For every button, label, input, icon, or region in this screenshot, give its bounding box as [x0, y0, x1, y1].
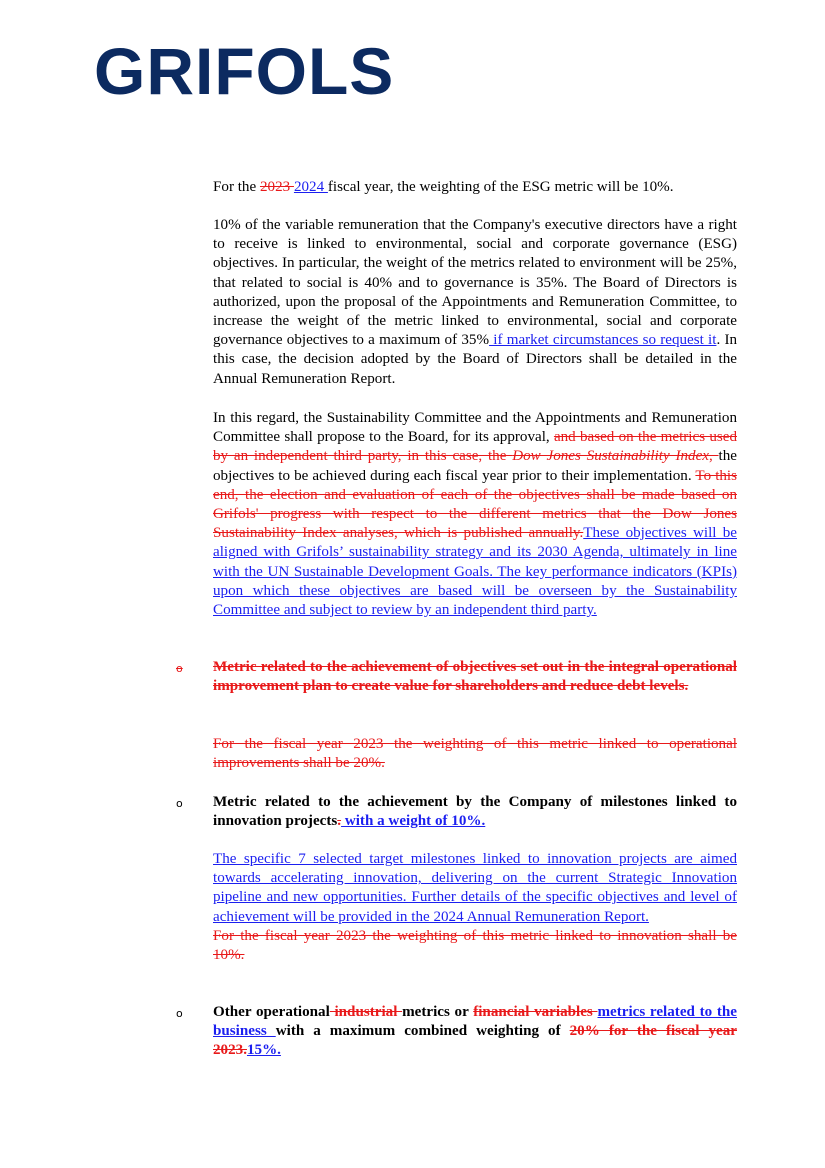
text: . In this case, the decision adopted by the Board of Directors shall be detailed in the Annual Remuneration Report. — [213, 332, 738, 387]
deleted-text: For the fiscal year 2023 the weighting of this metric linked to innovation shall be 10%. — [213, 927, 737, 964]
paragraph-esg-weights — [213, 216, 737, 389]
bullet-marker: o — [176, 1007, 183, 1020]
deleted-text: 20% for the fiscal year 2023. — [213, 1023, 738, 1059]
text: the objectives to be achieved during each fiscal year prior to their implementation. — [213, 448, 737, 484]
bullet-operational-improvement-body — [213, 735, 737, 773]
inserted-text: with a weight of 10%. — [341, 813, 486, 830]
bullet-innovation-heading — [213, 793, 737, 831]
text: with a maximum combined weighting of — [275, 1023, 570, 1040]
inserted-text: if market circumstances so request it — [489, 332, 717, 349]
bullet-operational-improvement-heading — [213, 658, 737, 696]
deleted-text: financial variables — [473, 1004, 598, 1020]
deleted-text: . — [337, 813, 342, 830]
paragraph-fiscal-year — [213, 178, 737, 197]
deleted-text: and based on the metrics used by an independent third party, in this case, the — [213, 429, 737, 465]
text: metrics or — [402, 1004, 474, 1020]
inserted-text: 15%. — [246, 1042, 281, 1059]
deleted-text: To this end, the election and evaluation of each of the objectives shall be made based on Grifols' progress with respect to the different metrics that the Dow Jones Sustainability Index analyses, which is published annually. — [213, 467, 738, 542]
deleted-text: Metric related to the achievement of objectives set out in the integral operational improvement plan to create value for shareholders and reduce debt levels. — [213, 659, 737, 695]
inserted-text: 2024 — [293, 179, 328, 195]
bullet-other-metrics — [213, 1003, 737, 1061]
deleted-text-italic: Dow Jones Sustainability Index — [512, 448, 709, 465]
paragraph-sustainability-committee — [213, 409, 737, 620]
inserted-text: metrics related to the business — [213, 1004, 737, 1040]
text: Metric related to the achievement by the Company of milestones linked to innovation projects — [213, 794, 737, 830]
grifols-logo: GRIFOLS — [94, 34, 395, 108]
text: For the — [213, 179, 260, 195]
text: 10% of the variable remuneration that the Company's executive directors have a right to receive is linked to environmental, social and corporate governance (ESG) objectives. In particular, the weight of the metrics related to environment will be 25%, that related to social is 40% and to governance is 35%. The Board of Directors is authorized, upon the proposal of the Appointments and Remuneration Committee, to increase the weight of the metric linked to environmental, social and corporate governance objectives to a maximum of 35% — [213, 217, 737, 349]
deleted-text: industrial — [329, 1004, 403, 1020]
inserted-text: The specific 7 selected target milestones linked to innovation projects are aimed towards accelerating innovation, delivering on the current Strategic Innovation pipeline and new opportunities. Further details of the specific objectives and level of achievement will be provided in the 2024 Annual Remuneration Report. — [213, 851, 737, 925]
bullet-innovation-body — [213, 850, 737, 965]
text: Other operational — [213, 1004, 330, 1020]
text: fiscal year, the weighting of the ESG metric will be 10%. — [327, 179, 674, 195]
bullet-marker: o — [176, 797, 183, 810]
inserted-text: These objectives will be aligned with Grifols’ sustainability strategy and its 2030 Agenda, ultimately in line with the UN Sustainable Development Goals. The key performance indicators (KPIs) upon which these objectives are based will be overseen by the Sustainability Committee and subject to review by an independent third party. — [213, 525, 737, 619]
text: In this regard, the Sustainability Committee and the Appointments and Remuneration Committee shall propose to the Board, for its approval, — [213, 410, 737, 446]
deleted-text: 2023 — [259, 179, 294, 195]
deleted-text: For the fiscal year 2023 the weighting of this metric linked to operational improvements shall be 20%. — [213, 736, 737, 772]
bullet-marker: o — [176, 662, 183, 675]
deleted-text: , — [708, 448, 719, 465]
